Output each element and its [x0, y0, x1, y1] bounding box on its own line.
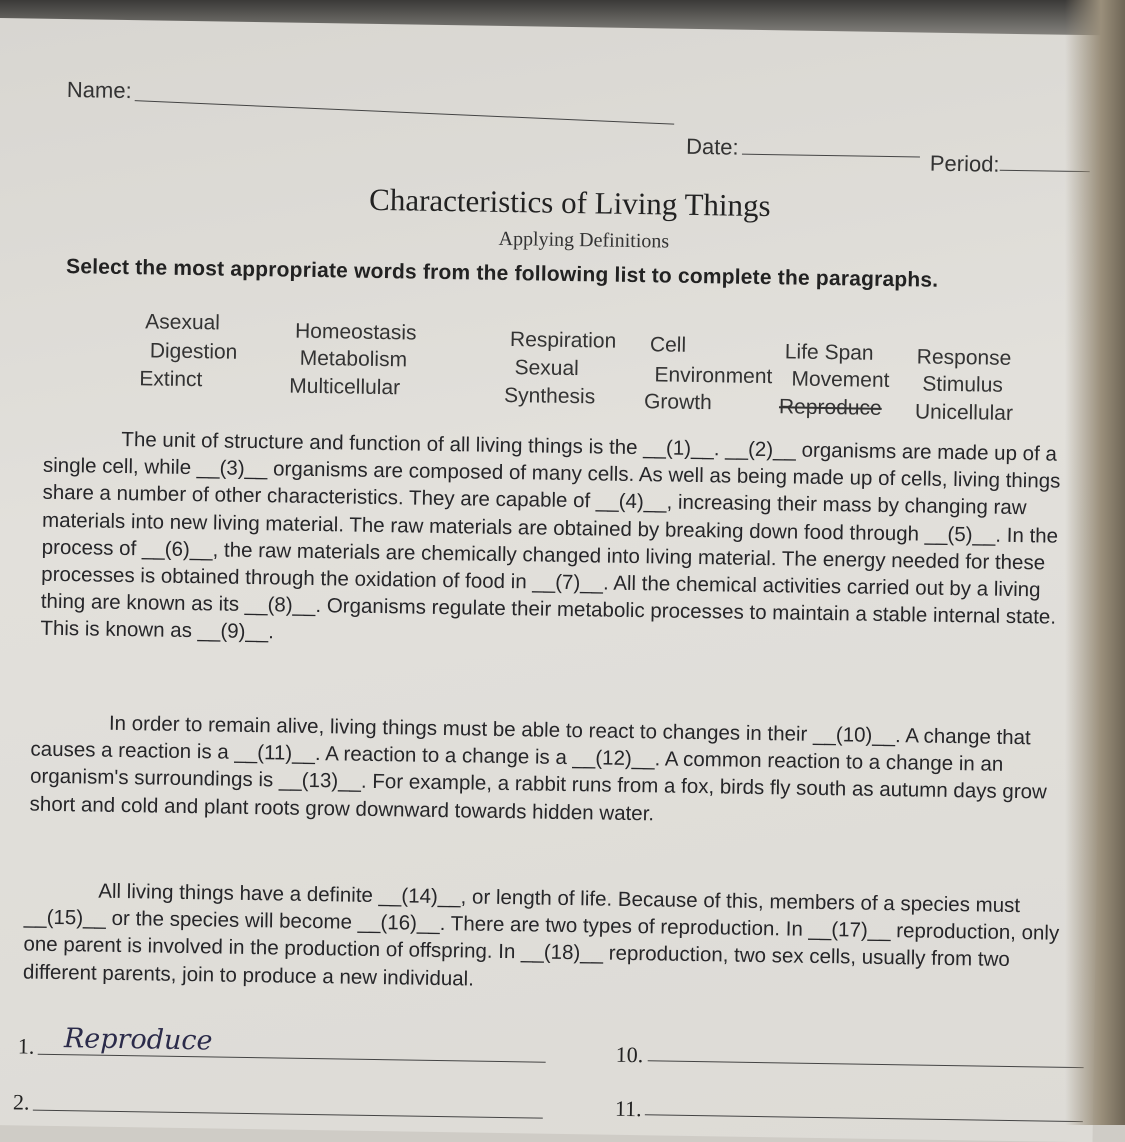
word-bank-item: Extinct: [139, 367, 203, 392]
word-bank-item: Stimulus: [922, 372, 1004, 397]
date-label: Date:: [685, 133, 739, 160]
word-bank-item-crossed: Reproduce: [778, 395, 882, 420]
answer-2-field[interactable]: [33, 1110, 543, 1119]
word-bank-item: Growth: [643, 390, 712, 415]
answer-number: 11.: [614, 1095, 642, 1122]
page-title: Characteristics of Living Things: [368, 181, 771, 224]
word-bank-item: Respiration: [509, 328, 617, 353]
word-bank-item: Asexual: [145, 310, 221, 335]
instruction-text: Select the most appropriate words from the following list to complete the paragraphs.: [65, 255, 939, 292]
word-bank-item: Environment: [654, 363, 773, 389]
answer-1-handwritten: Reproduce: [63, 1023, 213, 1057]
answer-11-field[interactable]: [645, 1114, 1083, 1122]
paragraph-3: All living things have a definite __(14)__, or length of life. Because of this, members of a species must __(15)__ or the species will become __(16)__. There are two types of reproduction. In __(17)__ reproduction, only one parent is involved in the production of offspring. In __(18)__ reproduction, two sex cells, usually from two different parents, join to produce a new individual.: [22, 879, 1060, 991]
answer-number: 10.: [615, 1041, 644, 1068]
paragraph-1: The unit of structure and function of all living things is the __(1)__. __(2)__ organisms are made up of a single cell, while __(3)__ organisms are composed of many cells. As well as being made up of cells, living things share a number of other characteristics. They are capable of __(4)__, increasing their mass by changing raw materials into new living material. The raw materials are obtained by breaking down food through __(5)__. In the process of __(6)__, the raw materials are chemically changed into living material. The energy needed for these processes is obtained through the oxidation of food in __(7)__. All the chemical activities carried out by a living thing are known as its __(8)__. Organisms regulate their metabolic processes to maintain a stable internal state. This is known as __(9)__.: [40, 427, 1061, 644]
date-field[interactable]: [742, 154, 920, 158]
name-label: Name:: [66, 77, 132, 104]
word-bank-item: Metabolism: [299, 346, 408, 372]
page-subtitle: Applying Definitions: [498, 227, 670, 253]
word-bank-item: Unicellular: [914, 400, 1014, 425]
word-bank-item: Movement: [791, 367, 890, 393]
word-bank-item: Sexual: [514, 356, 579, 381]
word-bank-item: Multicellular: [289, 374, 401, 400]
answer-10-field[interactable]: [648, 1060, 1084, 1068]
worksheet-page: [0, 18, 1110, 1142]
word-bank-item: Life Span: [784, 340, 874, 365]
word-bank-item: Response: [916, 345, 1012, 370]
word-bank-item: Cell: [649, 333, 687, 357]
answer-number: 2.: [12, 1089, 30, 1115]
word-bank-item: Synthesis: [503, 383, 596, 409]
word-bank-item: Digestion: [149, 339, 238, 364]
answer-number: 1.: [17, 1033, 35, 1059]
period-label: Period:: [929, 150, 1000, 177]
answer-1-field[interactable]: [38, 1054, 546, 1063]
paragraph-2: In order to remain alive, living things must be able to react to changes in their __(10)__. A change that causes a reaction is a __(11)__. A reaction to a change is a __(12)__. A common reaction to a change in an organism's surroundings is __(13)__. For example, a rabbit runs from a fox, birds fly south as autumn days grow short and cold and plant roots grow downward towards hidden water.: [29, 711, 1048, 825]
word-bank-item: Homeostasis: [294, 319, 417, 345]
photo-edge: [1065, 0, 1125, 1125]
name-field[interactable]: [135, 100, 675, 125]
